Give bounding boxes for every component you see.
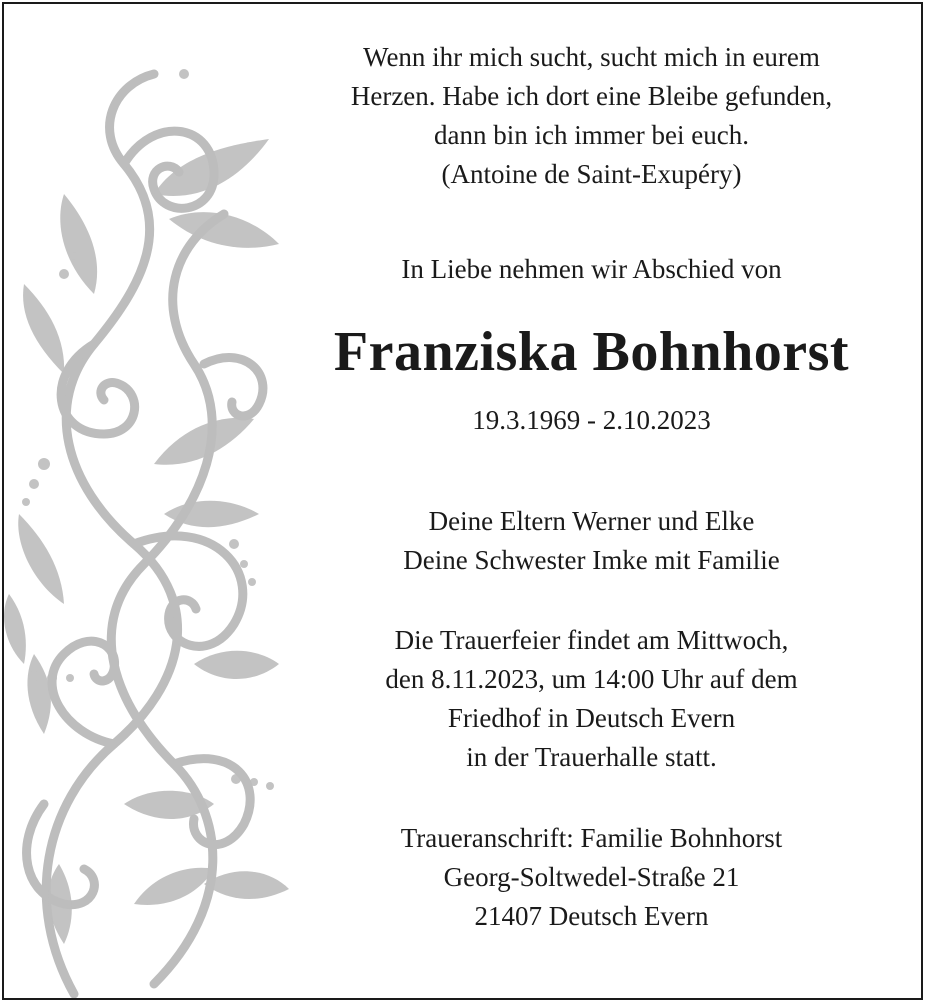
mourner-line: Deine Eltern Werner und Elke [428, 506, 755, 536]
service-line: Friedhof in Deutsch Evern [447, 703, 736, 733]
mourners-list [294, 502, 889, 580]
mourning-address [294, 819, 889, 936]
life-dates [294, 401, 889, 440]
quote-line: Wenn ihr mich sucht, sucht mich in eurem [363, 42, 820, 72]
service-line: Die Trauerfeier findet am Mittwoch, [394, 625, 789, 655]
farewell-intro [294, 250, 889, 289]
service-line: den 8.11.2023, um 14:00 Uhr auf dem [385, 664, 798, 694]
intro-text: In Liebe nehmen wir Abschied von [401, 254, 782, 284]
obituary-frame [2, 2, 923, 1000]
address-line: Georg-Soltwedel-Straße 21 [443, 862, 740, 892]
deceased-name: Franziska Bohnhorst [333, 321, 850, 383]
floral-vine-ornament [4, 44, 304, 999]
service-line: in der Trauerhalle statt. [466, 742, 717, 772]
address-line: Traueranschrift: Familie Bohnhorst [400, 823, 783, 853]
dates-text: 19.3.1969 - 2.10.2023 [472, 405, 711, 435]
address-line: 21407 Deutsch Evern [474, 901, 709, 931]
quote-author: (Antoine de Saint-Exupéry) [441, 159, 742, 189]
mourner-line: Deine Schwester Imke mit Familie [403, 545, 780, 575]
quote-line: dann bin ich immer bei euch. [434, 120, 749, 150]
quote-line: Herzen. Habe ich dort eine Bleibe gefunden, [350, 81, 833, 111]
funeral-service-info [294, 621, 889, 777]
epigraph-quote [294, 38, 889, 194]
